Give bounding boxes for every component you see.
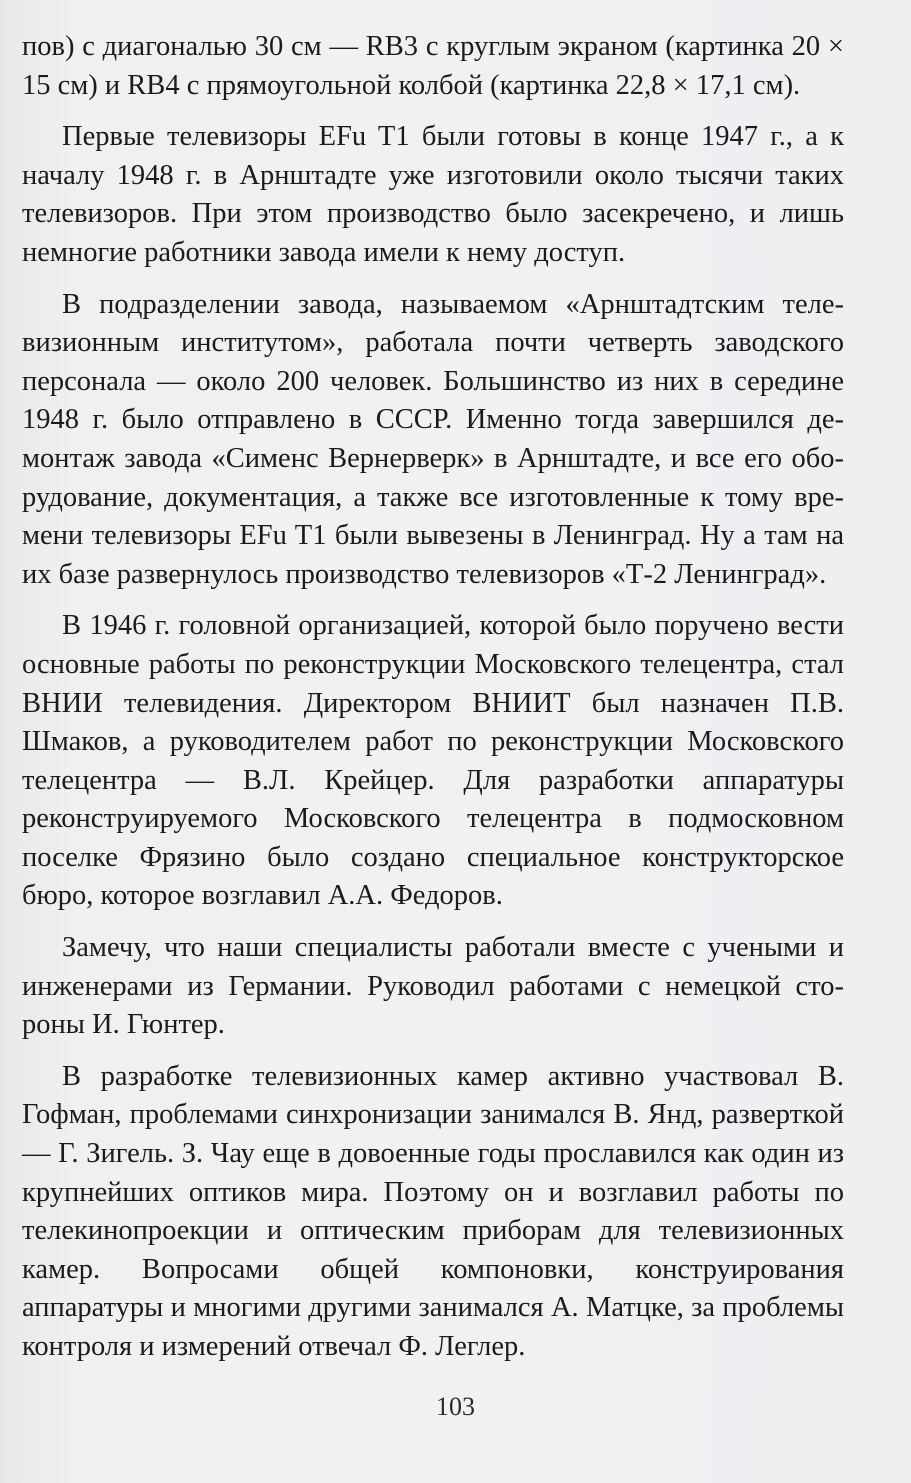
paragraph: В подразделении завода, называемом «Арнштадтским телевизионным институтом», работала почти четверть заводского персонала — около 200 человек. Большинство из них в середине 1948 г. было отправлено в СССР. Именно тогда завершился демонтаж завода «Сименс Вернерверк» в Арнштадте, и все его оборудование, документация, а также все изготовленные к тому времени телевизоры EFu T1 были вывезены в Ленинград. Ну а там на их базе развернулось производство телевизоров «Т-2 Ленинград». xyxy=(22,288,844,590)
page-number: 103 xyxy=(436,1392,475,1421)
paragraph: В 1946 г. головной организацией, которой было поручено вести основные работы по реконструкции Московского телецентра, стал ВНИИ телевидения. Директором ВНИИТ был назначен П.В. Шмаков, а руководителем работ по реконструкции Московского телецентра — В.Л. Крейцер. Для разработки аппаратуры реконструируемого Московского телецентра в подмосковном поселке Фрязино было создано специальное конструкторское бюро, которое возглавил А.А. Федоров. xyxy=(22,610,844,912)
body-text xyxy=(22,28,844,1367)
paragraph: Замечу, что наши специалисты работали вместе с учеными и инженерами из Германии. Руководил работами с немецкой стороны И. Гюнтер. xyxy=(22,932,844,1041)
paragraph-continuation: пов) с диагональю 30 см — RB3 с круглым экраном (картинка 20 × 15 см) и RB4 с прямоугольной колбой (картинка 22,8 × 17,1 см). xyxy=(22,31,844,101)
paragraph: Первые телевизоры EFu T1 были готовы в конце 1947 г., а к началу 1948 г. в Арнштадте уже изготовили около тысячи таких телевизоров. При этом производство было засекречено, и лишь немногие работники завода имели к нему доступ. xyxy=(22,121,844,268)
paragraph: В разработке телевизионных камер активно участвовал В. Гофман, проблемами синхронизации занимался В. Янд, разверткой — Г. Зигель. З. Чау еще в довоенные годы прославился как один из крупнейших оптиков мира. Поэтому он и возглавил работы по телекинопроекции и оптическим приборам для телевизионных камер. Вопросами общей компоновки, конструирования аппаратуры и многими другими занимался А. Матцке, за проблемы контроля и измерений отвечал Ф. Леглер. xyxy=(22,1060,844,1362)
